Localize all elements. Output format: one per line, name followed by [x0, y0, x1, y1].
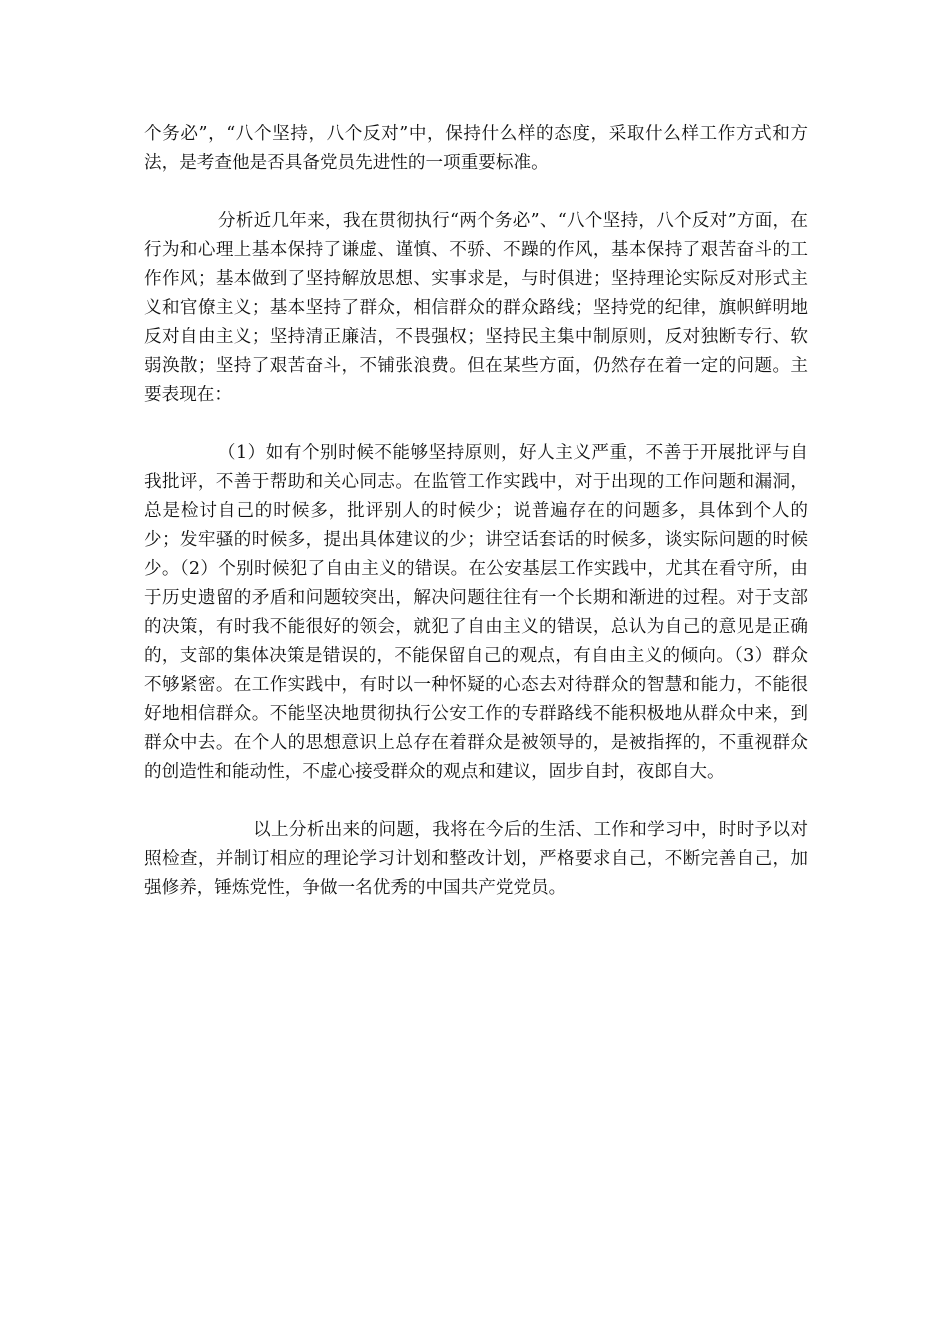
paragraph-self-analysis: 分析近几年来，我在贯彻执行“两个务必”、“八个坚持，八个反对”方面，在行为和心理上基本保持了谦虚、谨慎、不骄、不躁的作风，基本保持了艰苦奋斗的工作作风；基本做到了坚持解放思想、实事求是，与时俱进；坚持理论实际反对形式主义和官僚主义；基本坚持了群众，相信群众的群众路线；坚持党的纪律，旗帜鲜明地反对自由主义；坚持清正廉洁，不畏强权；坚持民主集中制原则，反对独断专行、软弱涣散；坚持了艰苦奋斗，不铺张浪费。但在某些方面，仍然存在着一定的问题。主要表现在：	[144, 211, 808, 405]
paragraph-conclusion: 以上分析出来的问题，我将在今后的生活、工作和学习中，时时予以对照检查，并制订相应的理论学习计划和整改计划，严格要求自己，不断完善自己，加强修养，锤炼党性，争做一名优秀的中国共产党党员。	[144, 820, 808, 898]
paragraph-intro-continuation: 个务必”，“八个坚持，八个反对”中，保持什么样的态度，采取什么样工作方式和方法，是考查他是否具备党员先进性的一项重要标准。	[144, 124, 808, 173]
paragraph-problems: （1）如有个别时候不能够坚持原则，好人主义严重，不善于开展批评与自我批评，不善于帮助和关心同志。在监管工作实践中，对于出现的工作问题和漏洞，总是检讨自己的时候多，批评别人的时候少；说普遍存在的问题多，具体到个人的少；发牢骚的时候多，提出具体建议的少；讲空话套话的时候多，谈实际问题的时候少。（2）个别时候犯了自由主义的错误。在公安基层工作实践中，尤其在看守所，由于历史遗留的矛盾和问题较突出，解决问题往往有一个长期和渐进的过程。对于支部的决策，有时我不能很好的领会，就犯了自由主义的错误，总认为自己的意见是正确的，支部的集体决策是错误的，不能保留自己的观点，有自由主义的倾向。（3）群众不够紧密。在工作实践中，有时以一种怀疑的心态去对待群众的智慧和能力，不能很好地相信群众。不能坚决地贯彻执行公安工作的专群路线不能积极地从群众中来，到群众中去。在个人的思想意识上总存在着群众是被领导的，是被指挥的，不重视群众的创造性和能动性，不虚心接受群众的观点和建议，固步自封，夜郎自大。	[144, 443, 808, 782]
document-body	[144, 120, 808, 903]
